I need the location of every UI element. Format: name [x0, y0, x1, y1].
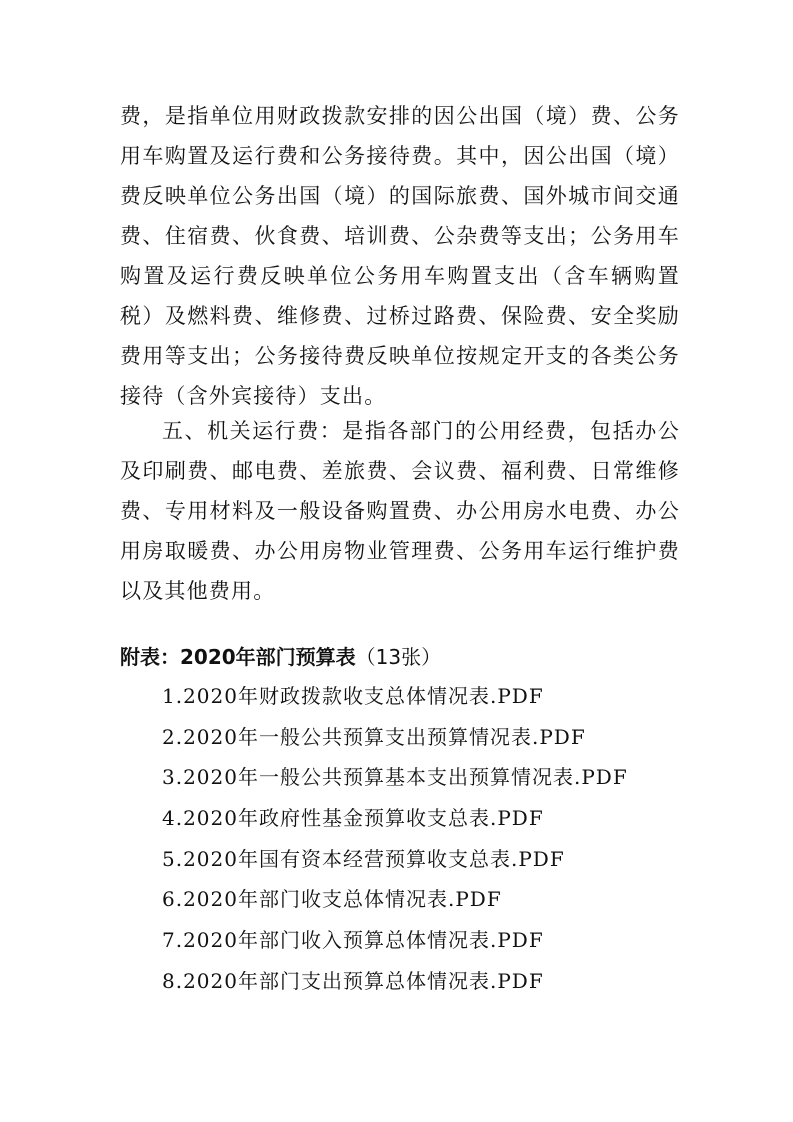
attachment-item[interactable]: 8.2020年部门支出预算总体情况表.PDF — [162, 968, 544, 993]
attachment-item[interactable]: 5.2020年国有资本经营预算收支总表.PDF — [162, 846, 565, 871]
attachment-item[interactable]: 2.2020年一般公共预算支出预算情况表.PDF — [162, 724, 586, 749]
attachment-heading — [120, 641, 441, 670]
attachment-item[interactable]: 3.2020年一般公共预算基本支出预算情况表.PDF — [162, 765, 628, 790]
attachment-title: 附表：2020年部门预算表 — [120, 645, 356, 669]
attachment-item[interactable]: 1.2020年财政拨款收支总体情况表.PDF — [162, 684, 544, 708]
attachment-item[interactable]: 7.2020年部门收入预算总体情况表.PDF — [162, 928, 544, 953]
paragraph-official-expenses: 费，是指单位用财政拨款安排的因公出国（境）费、公务用车购置及运行费和公务接待费。其中，因公出国（境）费反映单位公务出国（境）的国际旅费、国外城市间交通费、住宿费、伙食费、培训费、公杂费等支出；公务用车购置及运行费反映单位公务用车购置支出（含车辆购置税）及燃料费、维修费、过桥过路费、保险费、安全奖励费用等支出；公务接待费反映单位按规定开支的各类公务接待（含外宾接待）支出。 — [120, 104, 680, 408]
paragraph-operating-expenses: 五、机关运行费：是指各部门的公用经费，包括办公及印刷费、邮电费、差旅费、会议费、福利费、日常维修费、专用材料及一般设备购置费、办公用房水电费、办公用房取暖费、办公用房物业管理费、公务用车运行维护费以及其他费用。 — [120, 419, 680, 603]
attachment-count: （13张） — [355, 645, 442, 669]
attachment-item[interactable]: 6.2020年部门收支总体情况表.PDF — [162, 887, 502, 912]
attachment-list — [162, 676, 628, 1002]
attachment-item[interactable]: 4.2020年政府性基金预算收支总表.PDF — [162, 806, 544, 831]
